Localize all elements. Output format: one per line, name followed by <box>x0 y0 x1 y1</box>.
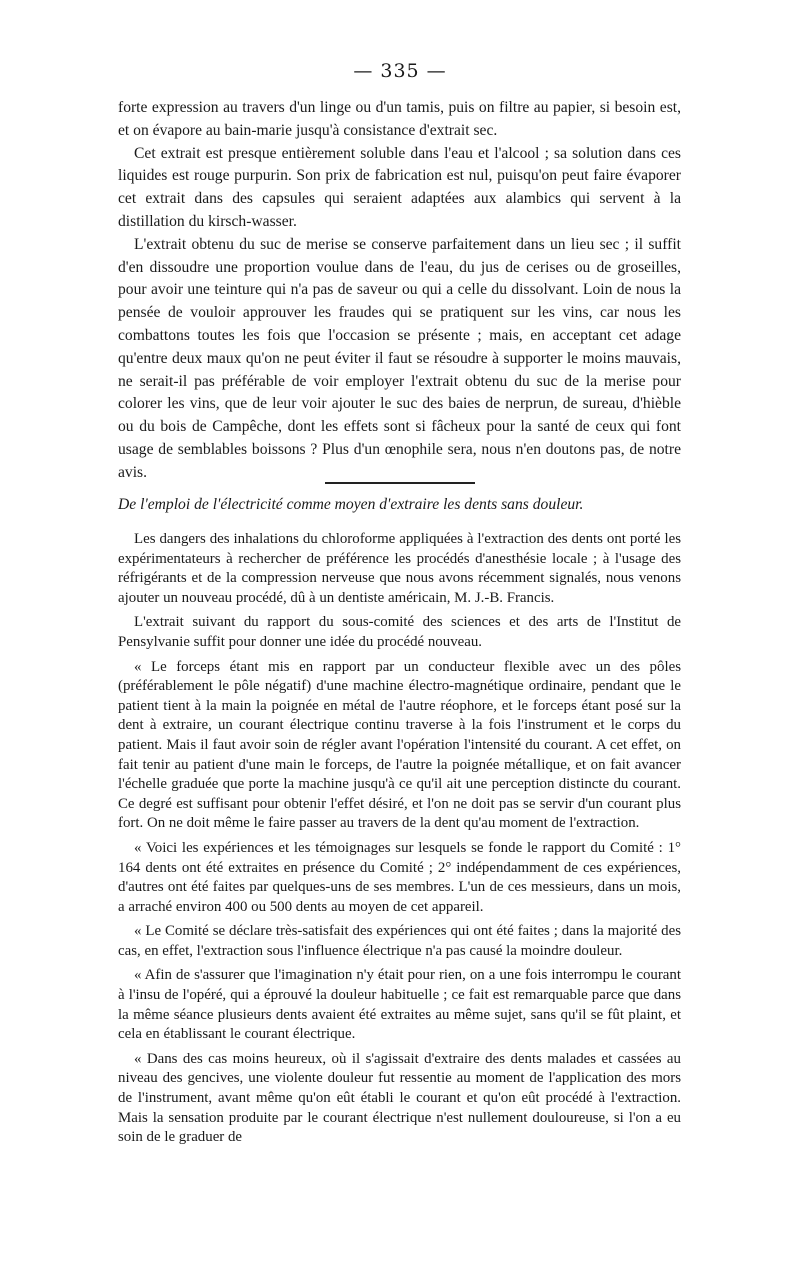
paragraph: Cet extrait est presque entièrement soluble dans l'eau et l'alcool ; sa solution dans ces liquides est rouge purpurin. Son prix de fabrication est nul, puisqu'on peut faire évaporer cet extrait dans des capsules qui seraient adaptées aux alambics qui servent à la distillation du kirsch-wasser. <box>118 144 681 230</box>
paragraph: Les dangers des inhalations du chloroforme appliquées à l'extraction des dents ont porté les expérimentateurs à rechercher de préférence les procédés d'anesthésie locale ; à l'usage des réfrigérants et de la compression nerveuse que nous avons récemment signalés, nous venons ajouter un nouveau procédé, dû à un dentiste américain, M. J.-B. Francis. <box>118 531 681 606</box>
paragraph: forte expression au travers d'un linge ou d'un tamis, puis on filtre au papier, si besoin est, et on évapore au bain-marie jusqu'à consistance d'extrait sec. <box>118 99 681 139</box>
article-heading: De l'emploi de l'électricité comme moyen d'extraire les dents sans douleur. <box>118 496 584 513</box>
page-number: — 335 — <box>353 60 447 82</box>
paragraph: L'extrait obtenu du suc de merise se conserve parfaitement dans un lieu sec ; il suffit d'en dissoudre une proportion voulue dans de l'eau, du jus de cerises ou de groseilles, pour avoir une teinture qui n'a pas de saveur ou qui a celle du dissolvant. Loin de nous la pensée de vouloir approuver les fraudes qui se pratiquent sur les vins, car nous les combattons toutes les fois que l'occasion se présente ; mais, en acceptant cet adage qu'entre deux maux qu'on ne peut éviter il faut se résoudre à supporter le moins mauvais, ne serait-il pas préférable de voir employer l'extrait obtenu du suc de la merise pour colorer les vins, que de leur voir ajouter le suc des baies de nerprun, de sureau, d'hièble ou du bois de Campêche, dont les effets sont si fâcheux pour la santé de ceux qui font usage de semblables boissons ? Plus d'un œnophile sera, nous n'en doutons pas, de notre avis. <box>118 235 681 481</box>
paragraph: « Le Comité se déclare très-satisfait des expériences qui ont été faites ; dans la majorité des cas, en effet, l'extraction sous l'influence électrique n'a pas causé la moindre douleur. <box>118 923 681 959</box>
paragraph: L'extrait suivant du rapport du sous-comité des sciences et des arts de l'Institut de Pensylvanie suffit pour donner une idée du procédé nouveau. <box>118 614 681 650</box>
paragraph: « Le forceps étant mis en rapport par un conducteur flexible avec un des pôles (préférablement le pôle négatif) d'une machine électro-magnétique ordinaire, pendant que le patient tient à la main la poignée en métal de l'autre réophore, et le forceps étant posé sur la dent à extraire, un courant électrique continu traverse à la fois l'instrument et le corps du patient. Mais il faut avoir soin de régler avant l'opération l'intensité du courant. A cet effet, on fait tenir au patient d'une main le forceps, de l'autre la poignée métallique, et on fait avancer l'échelle graduée que porte la machine jusqu'à ce qu'il ait une perception distincte du courant. Ce degré est suffisant pour obtenir l'effet désiré, et l'on ne doit pas se servir d'un courant plus fort. On ne doit même le faire passer au travers de la dent qu'au moment de l'extraction. <box>118 658 681 832</box>
paragraph: « Afin de s'assurer que l'imagination n'y était pour rien, on a une fois interrompu le courant à l'insu de l'opéré, qui a éprouvé la douleur habituelle ; ce fait est remarquable parce que dans la même séance plusieurs dents avaient été extraites au même sujet, sans qu'il se fût plaint, et cela en établissant le courant électrique. <box>118 967 681 1043</box>
section-merise-extract <box>118 97 681 485</box>
paragraph: « Voici les expériences et les témoignages sur lesquels se fonde le rapport du Comité : 1° 164 dents ont été extraites en présence du Comité ; 2° indépendamment de ces expériences, d'autres ont été faites par quelques-uns de ses membres. L'un de ces messieurs, dans un mois, a arraché environ 400 ou 500 dents au moyen de cet appareil. <box>118 839 681 915</box>
section-divider <box>325 482 475 484</box>
paragraph: « Dans des cas moins heureux, où il s'agissait d'extraire des dents malades et cassées au niveau des gencives, une violente douleur fut ressentie au moment de l'application des mors de l'instrument, avant même qu'on eût établi le courant et qu'on eût procédé à l'extraction. Mais la sensation produite par le courant électrique n'est nullement douloureuse, si l'on a eu soin de le graduer de <box>118 1050 681 1146</box>
section-electricity-article <box>118 530 681 1153</box>
